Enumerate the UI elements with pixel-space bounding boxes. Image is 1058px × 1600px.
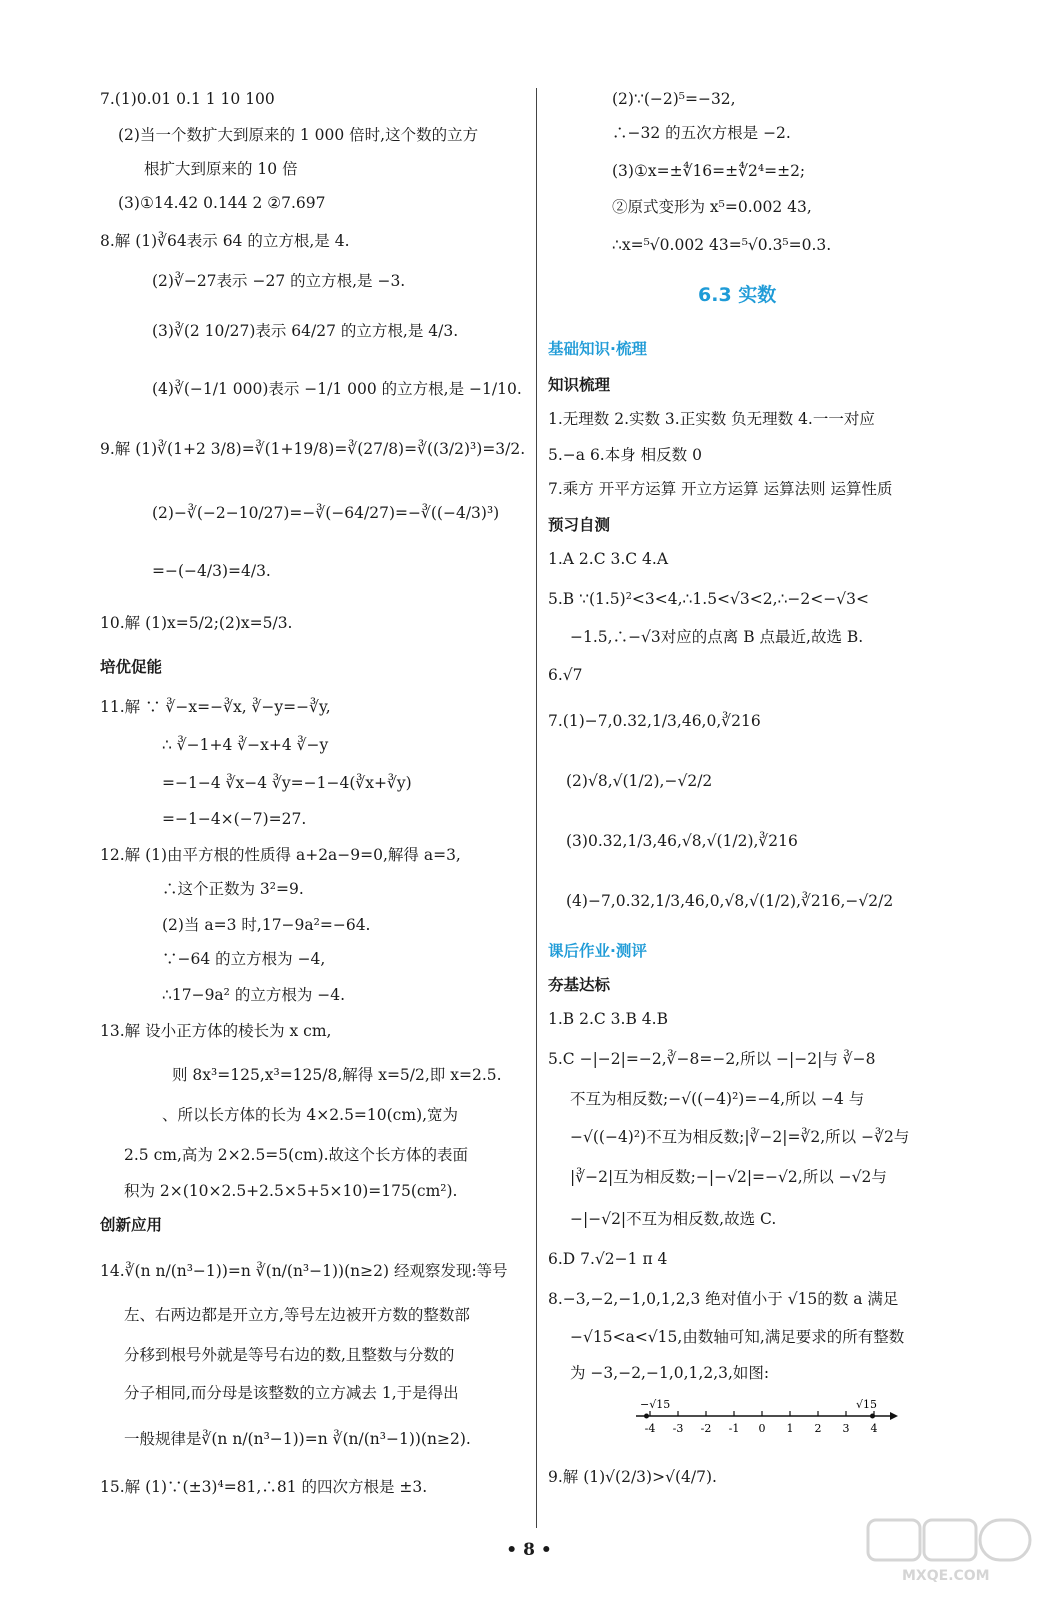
left-line-26: 积为 2×(10×2.5+2.5×5+5×10)=175(cm²). xyxy=(124,1182,458,1200)
left-line-16: =−1−4×(−7)=27. xyxy=(162,810,307,828)
right-line-24: −√((−4)²)不互为相反数;|∛−2|=∛2,所以 −∛2与 xyxy=(570,1128,910,1146)
tick-label: 0 xyxy=(758,1422,766,1435)
right-line-31: 9.解 (1)√(2/3)>√(4/7). xyxy=(548,1468,717,1486)
right-line-8: 5.−a 6.本身 相反数 0 xyxy=(548,446,702,464)
left-line-28: 14.∛(n n/(n³−1))=n ∛(n/(n³−1))(n≥2) 经观察发现:等号 xyxy=(100,1262,508,1280)
page-number: • 8 • xyxy=(506,1540,552,1560)
tick-label: 2 xyxy=(814,1422,822,1435)
right-line-14: 6.√7 xyxy=(548,666,583,684)
right-line-6: 知识梳理 xyxy=(548,376,611,394)
right-line-15: 7.(1)−7,0.32,1/3,46,0,∛216 xyxy=(548,712,761,730)
right-line-30: 为 −3,−2,−1,0,1,2,3,如图: xyxy=(570,1364,770,1382)
right-line-27: 6.D 7.√2−1 π 4 xyxy=(548,1250,668,1268)
column-divider xyxy=(536,88,537,1528)
number-line-pos-label: √15 xyxy=(856,1398,878,1411)
left-line-9: (2)−∛(−2−10/27)=−∛(−64/27)=−∛((−4/3)³) xyxy=(152,504,500,522)
left-line-17: 12.解 (1)由平方根的性质得 a+2a−9=0,解得 a=3, xyxy=(100,846,461,864)
left-line-10: =−(−4/3)=4/3. xyxy=(152,562,271,580)
right-line-3: ②原式变形为 x⁵=0.002 43, xyxy=(612,198,812,216)
left-line-22: 13.解 设小正方体的棱长为 x cm, xyxy=(100,1022,332,1040)
left-line-12: 培优促能 xyxy=(100,658,163,676)
right-line-7: 1.无理数 2.实数 3.正实数 负无理数 4.一一对应 xyxy=(548,410,875,428)
watermark-logo xyxy=(864,1516,1034,1586)
left-line-30: 分移到根号外就是等号右边的数,且整数与分数的 xyxy=(124,1346,455,1364)
right-line-10: 预习自测 xyxy=(548,516,611,534)
right-line-23: 不互为相反数;−√((−4)²)=−4,所以 −4 与 xyxy=(570,1090,865,1108)
section-title: 6.3 实数 xyxy=(698,284,777,306)
right-line-11: 1.A 2.C 3.C 4.A xyxy=(548,550,669,568)
right-line-4: ∴x=⁵√0.002 43=⁵√0.3⁵=0.3. xyxy=(612,236,832,254)
left-line-1: (2)当一个数扩大到原来的 1 000 倍时,这个数的立方 xyxy=(118,126,479,144)
left-line-4: 8.解 (1)∛64表示 64 的立方根,是 4. xyxy=(100,232,350,250)
number-line xyxy=(630,1394,900,1444)
right-line-9: 7.乘方 开平方运算 开立方运算 运算法则 运算性质 xyxy=(548,480,893,498)
left-line-15: =−1−4 ∛x−4 ∛y=−1−4(∛x+∛y) xyxy=(162,774,412,792)
right-line-2: (3)①x=±∜16=±∜2⁴=±2; xyxy=(612,162,806,180)
right-line-19: 课后作业·测评 xyxy=(548,942,647,960)
tick-label: -1 xyxy=(728,1422,740,1435)
watermark-text: MXQE.COM xyxy=(902,1568,990,1584)
right-line-25: |∛−2|互为相反数;−|−√2|=−√2,所以 −√2与 xyxy=(570,1168,887,1186)
left-line-2: 根扩大到原来的 10 倍 xyxy=(144,160,298,178)
right-line-0: (2)∵(−2)⁵=−32, xyxy=(612,90,736,108)
left-line-21: ∴17−9a² 的立方根为 −4. xyxy=(162,986,346,1004)
right-line-5: 基础知识·梳理 xyxy=(548,340,647,358)
right-line-28: 8.−3,−2,−1,0,1,2,3 绝对值小于 √15的数 a 满足 xyxy=(548,1290,899,1308)
left-line-8: 9.解 (1)∛(1+2 3/8)=∛(1+19/8)=∛(27/8)=∛((3/2)³)=3/2. xyxy=(100,440,526,458)
left-line-29: 左、右两边都是开立方,等号左边被开方数的整数部 xyxy=(124,1306,470,1324)
tick-label: -2 xyxy=(700,1422,712,1435)
left-line-5: (2)∛−27表示 −27 的立方根,是 −3. xyxy=(152,272,406,290)
left-line-6: (3)∛(2 10/27)表示 64/27 的立方根,是 4/3. xyxy=(152,322,459,340)
left-line-20: ∵−64 的立方根为 −4, xyxy=(162,950,326,968)
right-line-1: ∴−32 的五次方根是 −2. xyxy=(612,124,791,142)
right-line-17: (3)0.32,1/3,46,√8,√(1/2),∛216 xyxy=(566,832,798,850)
right-line-22: 5.C −|−2|=−2,∛−8=−2,所以 −|−2|与 ∛−8 xyxy=(548,1050,876,1068)
left-line-11: 10.解 (1)x=5/2;(2)x=5/3. xyxy=(100,614,293,632)
neg-sqrt15-point xyxy=(644,1414,649,1419)
left-line-18: ∴这个正数为 3²=9. xyxy=(162,880,304,898)
left-line-0: 7.(1)0.01 0.1 1 10 100 xyxy=(100,90,275,108)
left-line-23: 则 8x³=125,x³=125/8,解得 x=5/2,即 x=2.5. xyxy=(172,1066,502,1084)
tick-label: -4 xyxy=(644,1422,656,1435)
right-line-29: −√15<a<√15,由数轴可知,满足要求的所有整数 xyxy=(570,1328,905,1346)
left-line-32: 一般规律是∛(n n/(n³−1))=n ∛(n/(n³−1))(n≥2). xyxy=(124,1430,471,1448)
left-line-19: (2)当 a=3 时,17−9a²=−64. xyxy=(162,916,371,934)
tick-label: 4 xyxy=(870,1422,878,1435)
right-line-21: 1.B 2.C 3.B 4.B xyxy=(548,1010,668,1028)
left-line-7: (4)∛(−1/1 000)表示 −1/1 000 的立方根,是 −1/10. xyxy=(152,380,522,398)
left-line-25: 2.5 cm,高为 2×2.5=5(cm).故这个长方体的表面 xyxy=(124,1146,469,1164)
right-line-12: 5.B ∵(1.5)²<3<4,∴1.5<√3<2,∴−2<−√3< xyxy=(548,590,869,608)
tick-label: 1 xyxy=(786,1422,794,1435)
pos-sqrt15-point xyxy=(870,1414,875,1419)
left-line-33: 15.解 (1)∵(±3)⁴=81,∴81 的四次方根是 ±3. xyxy=(100,1478,428,1496)
right-line-20: 夯基达标 xyxy=(548,976,611,994)
left-line-13: 11.解 ∵ ∛−x=−∛x, ∛−y=−∛y, xyxy=(100,698,331,716)
tick-label: -3 xyxy=(672,1422,684,1435)
left-line-24: 、所以长方体的长为 4×2.5=10(cm),宽为 xyxy=(162,1106,459,1124)
right-line-13: −1.5,∴−√3对应的点离 B 点最近,故选 B. xyxy=(570,628,864,646)
left-line-3: (3)①14.42 0.144 2 ②7.697 xyxy=(118,194,326,212)
right-line-16: (2)√8,√(1/2),−√2/2 xyxy=(566,772,713,790)
right-line-26: −|−√2|不互为相反数,故选 C. xyxy=(570,1210,777,1228)
left-line-27: 创新应用 xyxy=(100,1216,163,1234)
number-line-neg-label: −√15 xyxy=(640,1398,671,1411)
tick-label: 3 xyxy=(842,1422,850,1435)
left-line-14: ∴ ∛−1+4 ∛−x+4 ∛−y xyxy=(162,736,329,754)
right-line-18: (4)−7,0.32,1/3,46,0,√8,√(1/2),∛216,−√2/2 xyxy=(566,892,894,910)
left-line-31: 分子相同,而分母是该整数的立方减去 1,于是得出 xyxy=(124,1384,459,1402)
